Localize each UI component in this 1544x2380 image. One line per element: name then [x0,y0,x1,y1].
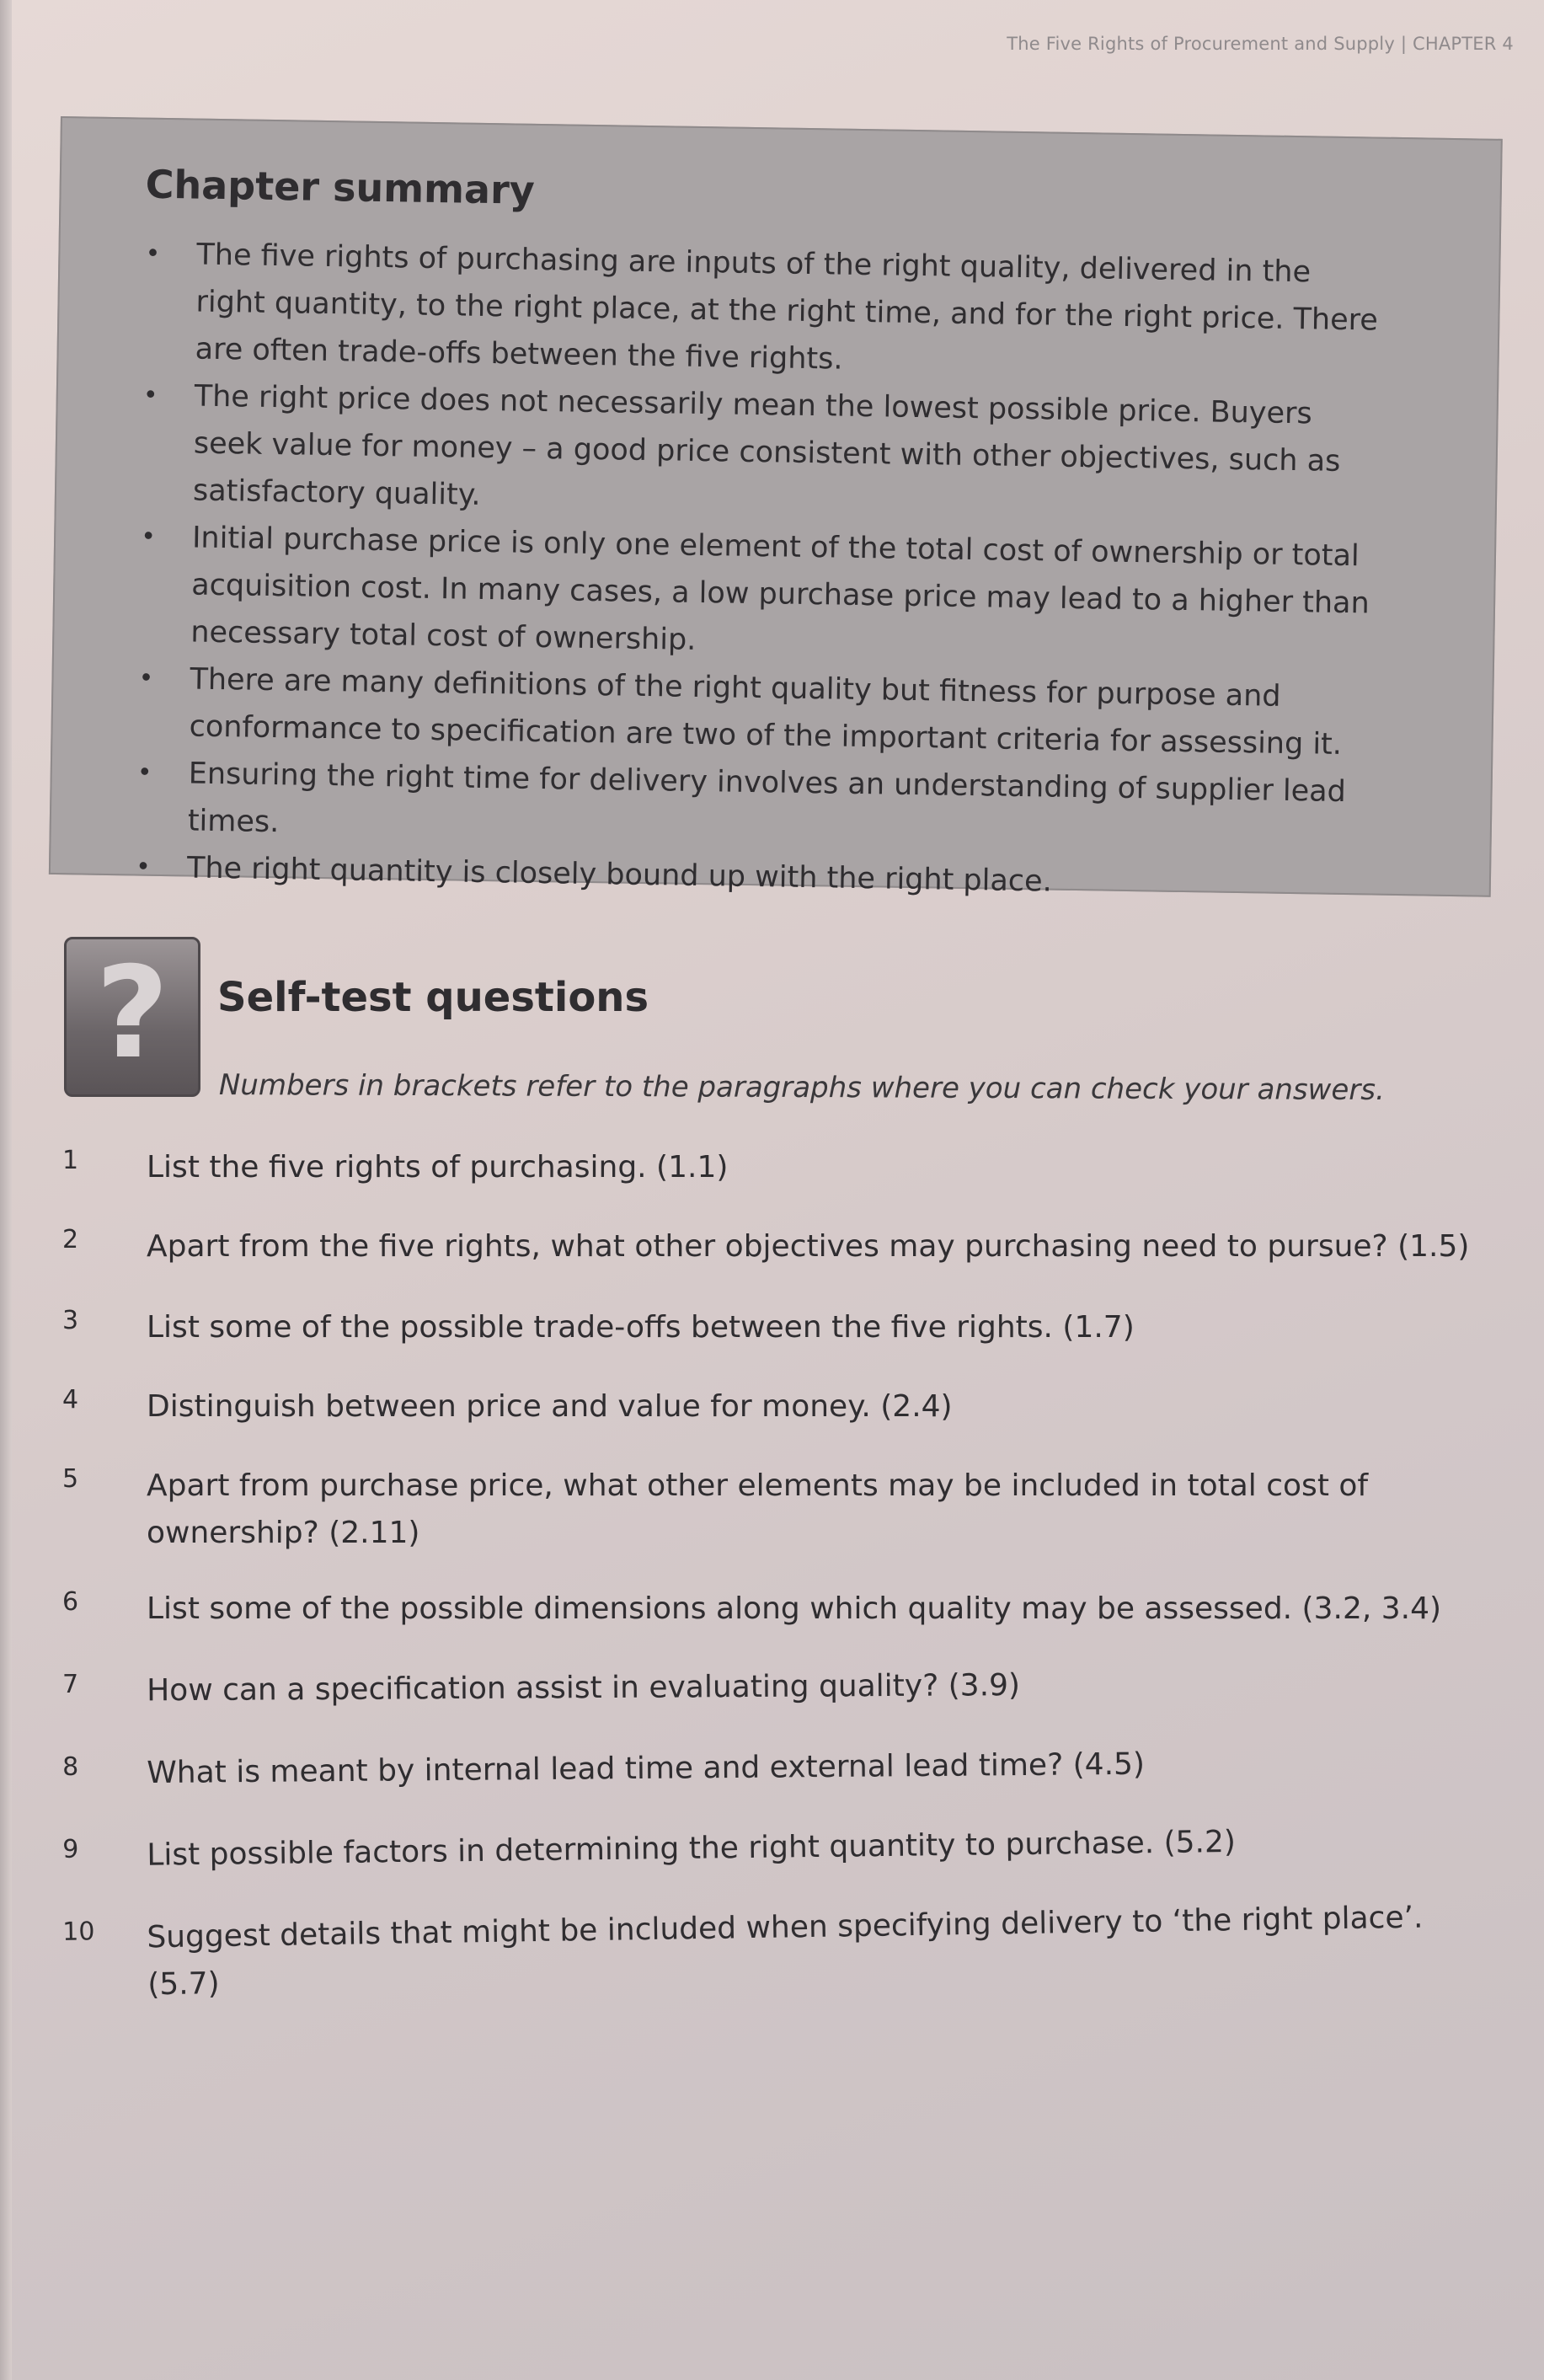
bullet-icon: • [142,380,158,410]
page-binding-edge [0,0,12,2380]
question-text: List some of the possible dimensions along which quality may be assessed. (3.2, 3.4) [147,1591,1442,1626]
question-text: What is meant by internal lead time and external lead time? (4.5) [147,1746,1146,1791]
chapter-summary-list [135,231,1381,911]
question-number: 5 [62,1464,79,1494]
summary-item [141,372,1379,533]
question-item [57,1817,1489,1873]
question-text: Distinguish between price and value for money. (2.4) [147,1389,953,1424]
question-text: List possible factors in determining the right quantity to purchase. (5.2) [147,1824,1237,1873]
question-text: Apart from purchase price, what other elements may be included in total cost of ownership? (2.11) [147,1468,1369,1550]
chapter-summary-box [49,116,1503,897]
summary-item-text: The right price does not necessarily mean the lowest possible price. Buyers seek value for money – a good price consistent with other objectives, such as satisfactory quality. [192,379,1341,512]
bullet-icon: • [145,238,161,269]
self-test-title: Self-test questions [217,974,649,1021]
bullet-icon: • [135,852,152,882]
summary-item-text: The right quantity is closely bound up with the right place. [186,851,1053,899]
self-test-note: Numbers in brackets refer to the paragraphs where you can check your answers. [218,1068,1385,1108]
question-number: 10 [61,1917,95,1947]
question-number: 8 [61,1752,79,1782]
question-text: Suggest details that might be included when specifying delivery to ‘the right place’. (5.7) [147,1900,1424,2003]
summary-item-text: The five rights of purchasing are inputs of the right quality, delivered in the right quantity, to the right place, at the right time, and for the right price. There are often trade-offs between the five rights. [195,238,1379,377]
question-number: 3 [62,1306,79,1335]
summary-item-text: Initial purchase price is only one element of the total cost of ownership or total acquisition cost. In many cases, a low purchase price may lead to a higher than necessary total cost of ownership. [190,521,1370,657]
question-number: 9 [61,1834,79,1864]
question-number: 4 [62,1385,79,1415]
question-number: 1 [62,1146,79,1175]
question-item [57,1661,1489,1709]
bullet-icon: • [141,521,157,552]
question-number: 6 [62,1587,79,1617]
question-mark-icon [64,937,200,1097]
question-mark-glyph: ? [95,940,169,1087]
chapter-summary-title: Chapter summary [145,161,536,213]
question-text: Apart from the five rights, what other objectives may purchasing need to pursue? (1.5) [147,1229,1470,1264]
summary-item-text: There are many definitions of the right quality but fitness for purpose and conformance to specification are two of the important criteria for assessing it. [189,662,1343,762]
summary-item [138,514,1376,675]
question-text: List the five rights of purchasing. (1.1) [147,1150,729,1185]
running-header: The Five Rights of Procurement and Supply | CHAPTER 4 [1007,34,1514,54]
bullet-icon: • [136,757,152,788]
question-item [57,1895,1489,2003]
bullet-icon: • [138,663,154,693]
summary-item [142,231,1381,392]
summary-item-text: Ensuring the right time for delivery involves an understanding of supplier lead times. [187,757,1347,840]
question-text: List some of the possible trade-offs between the five rights. (1.7) [147,1310,1135,1345]
question-number: 7 [61,1669,79,1699]
question-number: 2 [62,1225,79,1254]
question-text: How can a specification assist in evaluating quality? (3.9) [147,1668,1021,1709]
question-item [57,1740,1489,1791]
